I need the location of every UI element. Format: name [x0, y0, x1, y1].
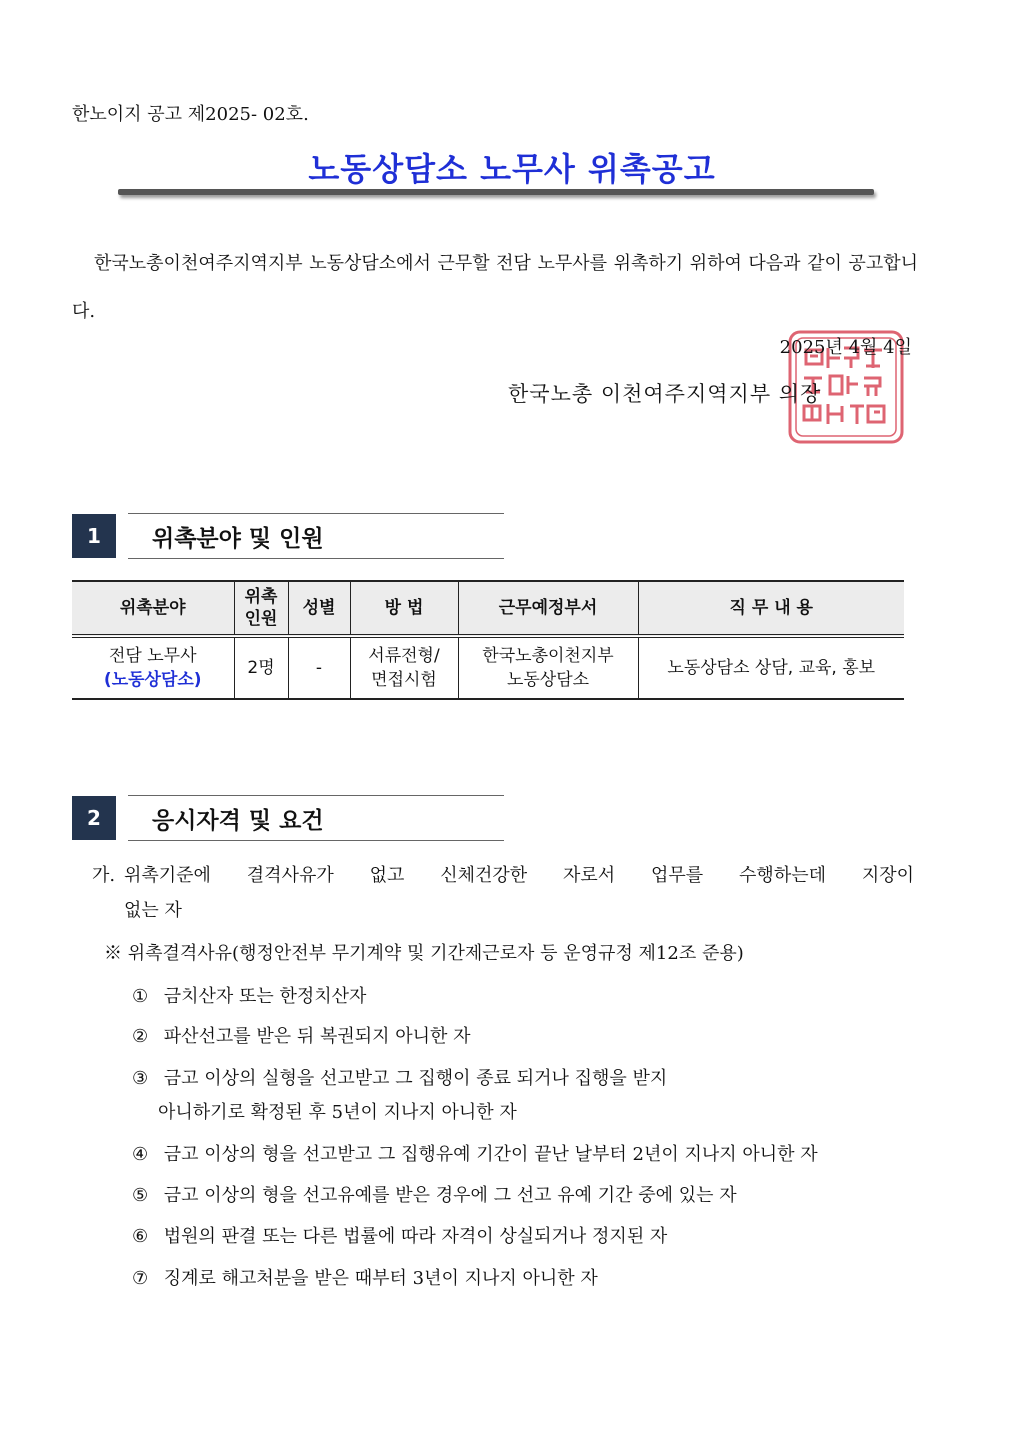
cell-field-sub: (노동상담소): [103, 670, 202, 690]
cell-department-line1: 한국노총이천지부: [482, 646, 614, 666]
requirement-prefix: 가.: [92, 865, 116, 886]
item-text: 금고 이상의 형을 선고받고 그 집행유예 기간이 끝난 날부터 2년이 지나지 아니한 자: [163, 1144, 818, 1165]
item-mark: ⑥: [132, 1226, 149, 1247]
header-gender: 성별: [288, 581, 350, 636]
cell-method-line1: 서류전형/: [368, 646, 440, 666]
disqualification-note: ※ 위촉결격사유(행정안전부 무기계약 및 기간제근로자 등 운영규정 제12조 준용): [104, 943, 744, 964]
title-underline: [118, 189, 874, 195]
table-header-row: [72, 581, 904, 636]
item-text: 금고 이상의 형을 선고유예를 받은 경우에 그 선고 유예 기간 중에 있는 자: [163, 1185, 737, 1206]
item-text: 징계로 해고처분을 받은 때부터 3년이 지나지 아니한 자: [163, 1268, 598, 1289]
list-item: [132, 1022, 471, 1048]
item-mark: ②: [132, 1026, 149, 1047]
cell-duty: 노동상담소 상담, 교육, 홍보: [638, 636, 904, 699]
announcement-date: 2025년 4월 4일: [779, 337, 912, 358]
header-count: 위촉 인원: [234, 581, 288, 636]
item-mark: ③: [132, 1068, 149, 1089]
cell-field-main: 전담 노무사: [108, 646, 197, 666]
issuer-name: 한국노총 이천여주지역지부 의장: [508, 382, 822, 406]
list-item-continued: 아니하기로 확정된 후 5년이 지나지 아니한 자: [158, 1102, 517, 1123]
document-number: 한노이지 공고 제2025- 02호.: [72, 104, 309, 125]
header-field: 위촉분야: [72, 581, 234, 636]
header-method: 방 법: [350, 581, 458, 636]
list-item: [132, 1064, 667, 1090]
page-title: 노동상담소 노무사 위촉공고: [308, 150, 716, 188]
table-row: [72, 636, 904, 699]
cell-count: 2명: [234, 636, 288, 699]
header-duty: 직 무 내 용: [638, 581, 904, 636]
list-item: [132, 1222, 667, 1248]
item-mark: ⑤: [132, 1185, 149, 1206]
cell-method: [350, 636, 458, 699]
requirement-main-line2: 없는 자: [124, 900, 182, 921]
requirement-main-line1: 위촉기준에 결격사유가 없고 신체건강한 자로서 업무를 수행하는데 지장이: [124, 865, 914, 886]
section-1-bottom-line: [128, 558, 504, 559]
intro-paragraph: 한국노총이천여주지역지부 노동상담소에서 근무할 전담 노무사를 위촉하기 위하여 다음과 같이 공고합니다.: [72, 253, 918, 322]
section-2-title: 응시자격 및 요건: [152, 808, 324, 834]
item-text: 파산선고를 받은 뒤 복권되지 아니한 자: [163, 1026, 471, 1047]
section-2-top-line: [128, 795, 504, 796]
list-item: [132, 982, 366, 1008]
cell-gender: -: [288, 636, 350, 699]
section-1-title: 위촉분야 및 인원: [152, 526, 324, 552]
item-text: 금치산자 또는 한정치산자: [163, 986, 367, 1007]
cell-department-line2: 노동상담소: [506, 670, 590, 690]
item-mark: ④: [132, 1144, 149, 1165]
item-text: 금고 이상의 실형을 선고받고 그 집행이 종료 되거나 집행을 받지: [163, 1068, 668, 1089]
list-item: [132, 1181, 737, 1207]
section-2-number: 2: [72, 796, 116, 840]
list-item: [132, 1264, 598, 1290]
section-1-number: 1: [72, 514, 116, 558]
cell-method-line2: 면접시험: [371, 670, 437, 690]
item-mark: ⑦: [132, 1268, 149, 1289]
cell-department: [458, 636, 638, 699]
appointment-table: [72, 580, 904, 700]
section-1-top-line: [128, 513, 504, 514]
item-text: 법원의 판결 또는 다른 법률에 따라 자격이 상실되거나 정지된 자: [163, 1226, 668, 1247]
header-department: 근무예정부서: [458, 581, 638, 636]
cell-field: [72, 636, 234, 699]
item-mark: ①: [132, 986, 149, 1007]
section-2-bottom-line: [128, 840, 504, 841]
list-item: [132, 1140, 818, 1166]
